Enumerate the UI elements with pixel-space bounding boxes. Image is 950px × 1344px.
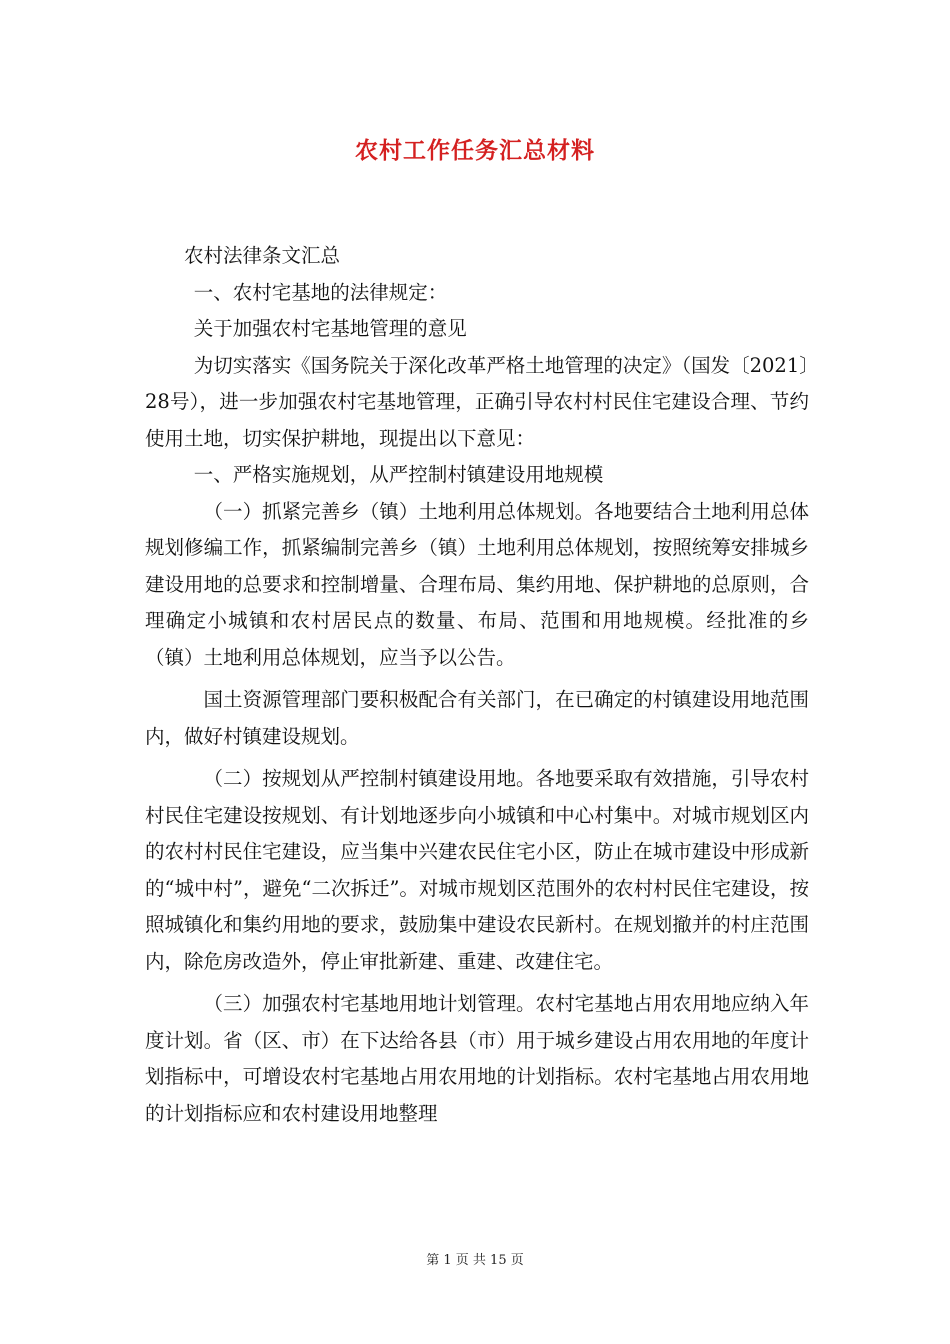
document-title: 农村工作任务汇总材料 xyxy=(355,137,595,164)
paragraph-intro: 为切实落实《国务院关于深化改革严格土地管理的决定》（国发〔2021〕28号），进一步加强农村宅基地管理，正确引导农村村民住宅建设合理、节约使用土地，切实保护耕地，现提出以下意见： xyxy=(145,353,809,450)
paragraph-heading-law-summary: 农村法律条文汇总 xyxy=(184,244,341,267)
paragraph-opinion-title: 关于加强农村宅基地管理的意见 xyxy=(193,317,467,340)
paragraph-item-2: （二）按规划从严控制村镇建设用地。各地要采取有效措施，引导农村村民住宅建设按规划、有计划地逐步向小城镇和中心村集中。对城市规划区内的农村村民住宅建设，应当集中兴建农民住宅小区，防止在城市建设中形成新的“城中村”，避免“二次拆迁”。对城市规划区范围外的农村村民住宅建设，按照城镇化和集约用地的要求，鼓励集中建设农民新村。在规划撤并的村庄范围内，除危房改造外，停止审批新建、重建、改建住宅。 xyxy=(145,767,809,973)
paragraph-land-dept: 国土资源管理部门要积极配合有关部门，在已确定的村镇建设用地范围内，做好村镇建设规划。 xyxy=(145,688,809,748)
paragraph-section-homestead: 一、农村宅基地的法律规定： xyxy=(193,280,448,304)
paragraph-item-3: （三）加强农村宅基地用地计划管理。农村宅基地占用农用地应纳入年度计划。省（区、市）在下达给各县（市）用于城乡建设占用农用地的年度计划指标中，可增设农村宅基地占用农用地的计划指标。农村宅基地占用农用地的计划指标应和农村建设用地整理 xyxy=(145,992,809,1125)
paragraph-section-planning: 一、严格实施规划，从严控制村镇建设用地规模 xyxy=(193,463,604,486)
paragraph-item-1: （一）抓紧完善乡（镇）土地利用总体规划。各地要结合土地利用总体规划修编工作，抓紧编制完善乡（镇）土地利用总体规划，按照统筹安排城乡建设用地的总要求和控制增量、合理布局、集约用地、保护耕地的总原则，合理确定小城镇和农村居民点的数量、布局、范围和用地规模。经批准的乡（镇）土地利用总体规划，应当予以公告。 xyxy=(145,499,809,669)
page-number: 第 1 页 共 15 页 xyxy=(426,1253,524,1268)
document-body xyxy=(145,238,809,1132)
